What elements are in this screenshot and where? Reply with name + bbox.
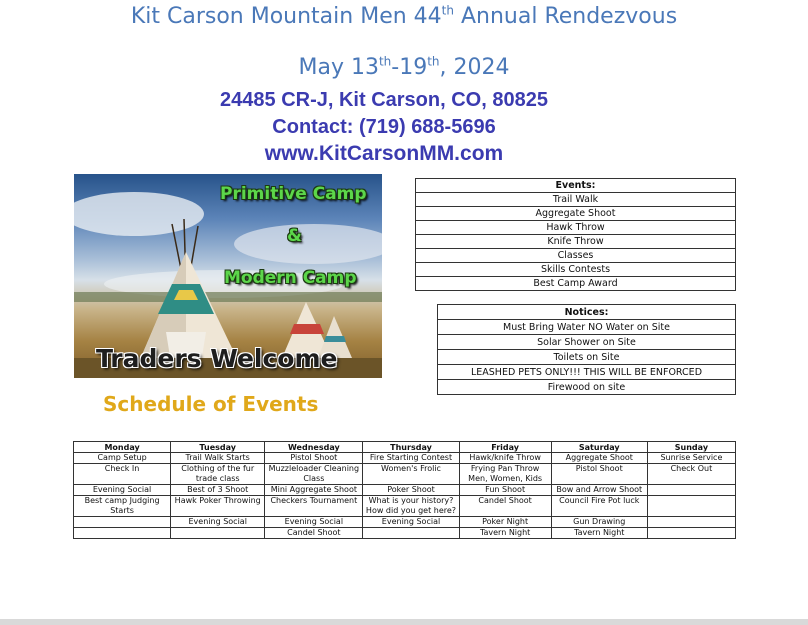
schedule-cell: Check Out [647, 464, 735, 485]
day-header-tuesday: Tuesday [171, 442, 265, 453]
hero-traders-welcome-text: Traders Welcome [96, 344, 338, 373]
notice-item: Must Bring Water NO Water on Site [438, 320, 736, 335]
schedule-cell: Candel Shoot [265, 528, 363, 539]
schedule-cell: Council Fire Pot luck [551, 496, 647, 517]
event-contact: Contact: (719) 688-5696 [272, 116, 496, 138]
schedule-cell: Evening Social [171, 517, 265, 528]
schedule-cell: Tavern Night [459, 528, 551, 539]
hero-primitive-camp-text: Primitive Camp [220, 184, 367, 204]
notices-heading: Notices: [438, 305, 736, 320]
notice-item: Firewood on site [438, 380, 736, 395]
day-header-thursday: Thursday [363, 442, 459, 453]
schedule-header-row [74, 442, 736, 453]
schedule-row [74, 485, 736, 496]
schedule-cell [647, 528, 735, 539]
schedule-cell: Tavern Night [551, 528, 647, 539]
schedule-cell [647, 485, 735, 496]
schedule-cell: Evening Social [74, 485, 171, 496]
schedule-cell: Evening Social [363, 517, 459, 528]
schedule-cell: Evening Social [265, 517, 363, 528]
schedule-cell: Hawk/knife Throw [459, 453, 551, 464]
event-website-link[interactable]: www.KitCarsonMM.com [264, 142, 504, 165]
schedule-row [74, 464, 736, 485]
schedule-cell: Poker Shoot [363, 485, 459, 496]
schedule-row [74, 453, 736, 464]
schedule-cell [171, 528, 265, 539]
schedule-cell: Fire Starting Contest [363, 453, 459, 464]
schedule-cell: Hawk Poker Throwing [171, 496, 265, 517]
schedule-cell: Fun Shoot [459, 485, 551, 496]
schedule-cell [74, 528, 171, 539]
event-title: Kit Carson Mountain Men 44th Annual Rendezvous [130, 3, 678, 29]
schedule-cell: Candel Shoot [459, 496, 551, 517]
events-heading: Events: [416, 179, 736, 193]
day-header-wednesday: Wednesday [265, 442, 363, 453]
schedule-table [73, 441, 736, 539]
event-item: Best Camp Award [416, 277, 736, 291]
page-bottom-bar [0, 619, 808, 625]
schedule-cell: What is your history? How did you get here? [363, 496, 459, 517]
event-item: Trail Walk [416, 193, 736, 207]
schedule-cell [647, 517, 735, 528]
schedule-cell [363, 528, 459, 539]
day-header-friday: Friday [459, 442, 551, 453]
schedule-cell: Sunrise Service [647, 453, 735, 464]
schedule-cell: Muzzleloader Cleaning Class [265, 464, 363, 485]
notice-item: Solar Shower on Site [438, 335, 736, 350]
hero-ampersand-text: & [287, 226, 302, 246]
notice-item: LEASHED PETS ONLY!!! THIS WILL BE ENFORCED [438, 365, 736, 380]
schedule-heading: Schedule of Events [103, 392, 319, 416]
event-item: Knife Throw [416, 235, 736, 249]
schedule-cell: Best camp Judging Starts [74, 496, 171, 517]
day-header-monday: Monday [74, 442, 171, 453]
event-item: Hawk Throw [416, 221, 736, 235]
notices-table [437, 304, 736, 395]
schedule-cell: Clothing of the fur trade class [171, 464, 265, 485]
schedule-cell: Aggregate Shoot [551, 453, 647, 464]
event-item: Classes [416, 249, 736, 263]
schedule-cell: Gun Drawing [551, 517, 647, 528]
schedule-cell: Pistol Shoot [551, 464, 647, 485]
day-header-saturday: Saturday [551, 442, 647, 453]
tepee-photo [74, 174, 382, 378]
events-table [415, 178, 736, 291]
schedule-cell [74, 517, 171, 528]
schedule-cell: Poker Night [459, 517, 551, 528]
schedule-cell: Women's Frolic [363, 464, 459, 485]
schedule-cell: Frying Pan Throw Men, Women, Kids [459, 464, 551, 485]
day-header-sunday: Sunday [647, 442, 735, 453]
schedule-row [74, 496, 736, 517]
schedule-cell: Mini Aggregate Shoot [265, 485, 363, 496]
schedule-cell: Trail Walk Starts [171, 453, 265, 464]
schedule-row [74, 517, 736, 528]
schedule-cell: Camp Setup [74, 453, 171, 464]
schedule-cell: Checkers Tournament [265, 496, 363, 517]
schedule-cell: Pistol Shoot [265, 453, 363, 464]
notice-item: Toilets on Site [438, 350, 736, 365]
schedule-cell: Bow and Arrow Shoot [551, 485, 647, 496]
schedule-cell: Check In [74, 464, 171, 485]
event-item: Skills Contests [416, 263, 736, 277]
event-item: Aggregate Shoot [416, 207, 736, 221]
schedule-cell: Best of 3 Shoot [171, 485, 265, 496]
schedule-row [74, 528, 736, 539]
hero-modern-camp-text: Modern Camp [224, 268, 357, 288]
event-dates: May 13th-19th, 2024 [298, 54, 510, 80]
schedule-cell [647, 496, 735, 517]
event-address: 24485 CR-J, Kit Carson, CO, 80825 [220, 89, 548, 111]
